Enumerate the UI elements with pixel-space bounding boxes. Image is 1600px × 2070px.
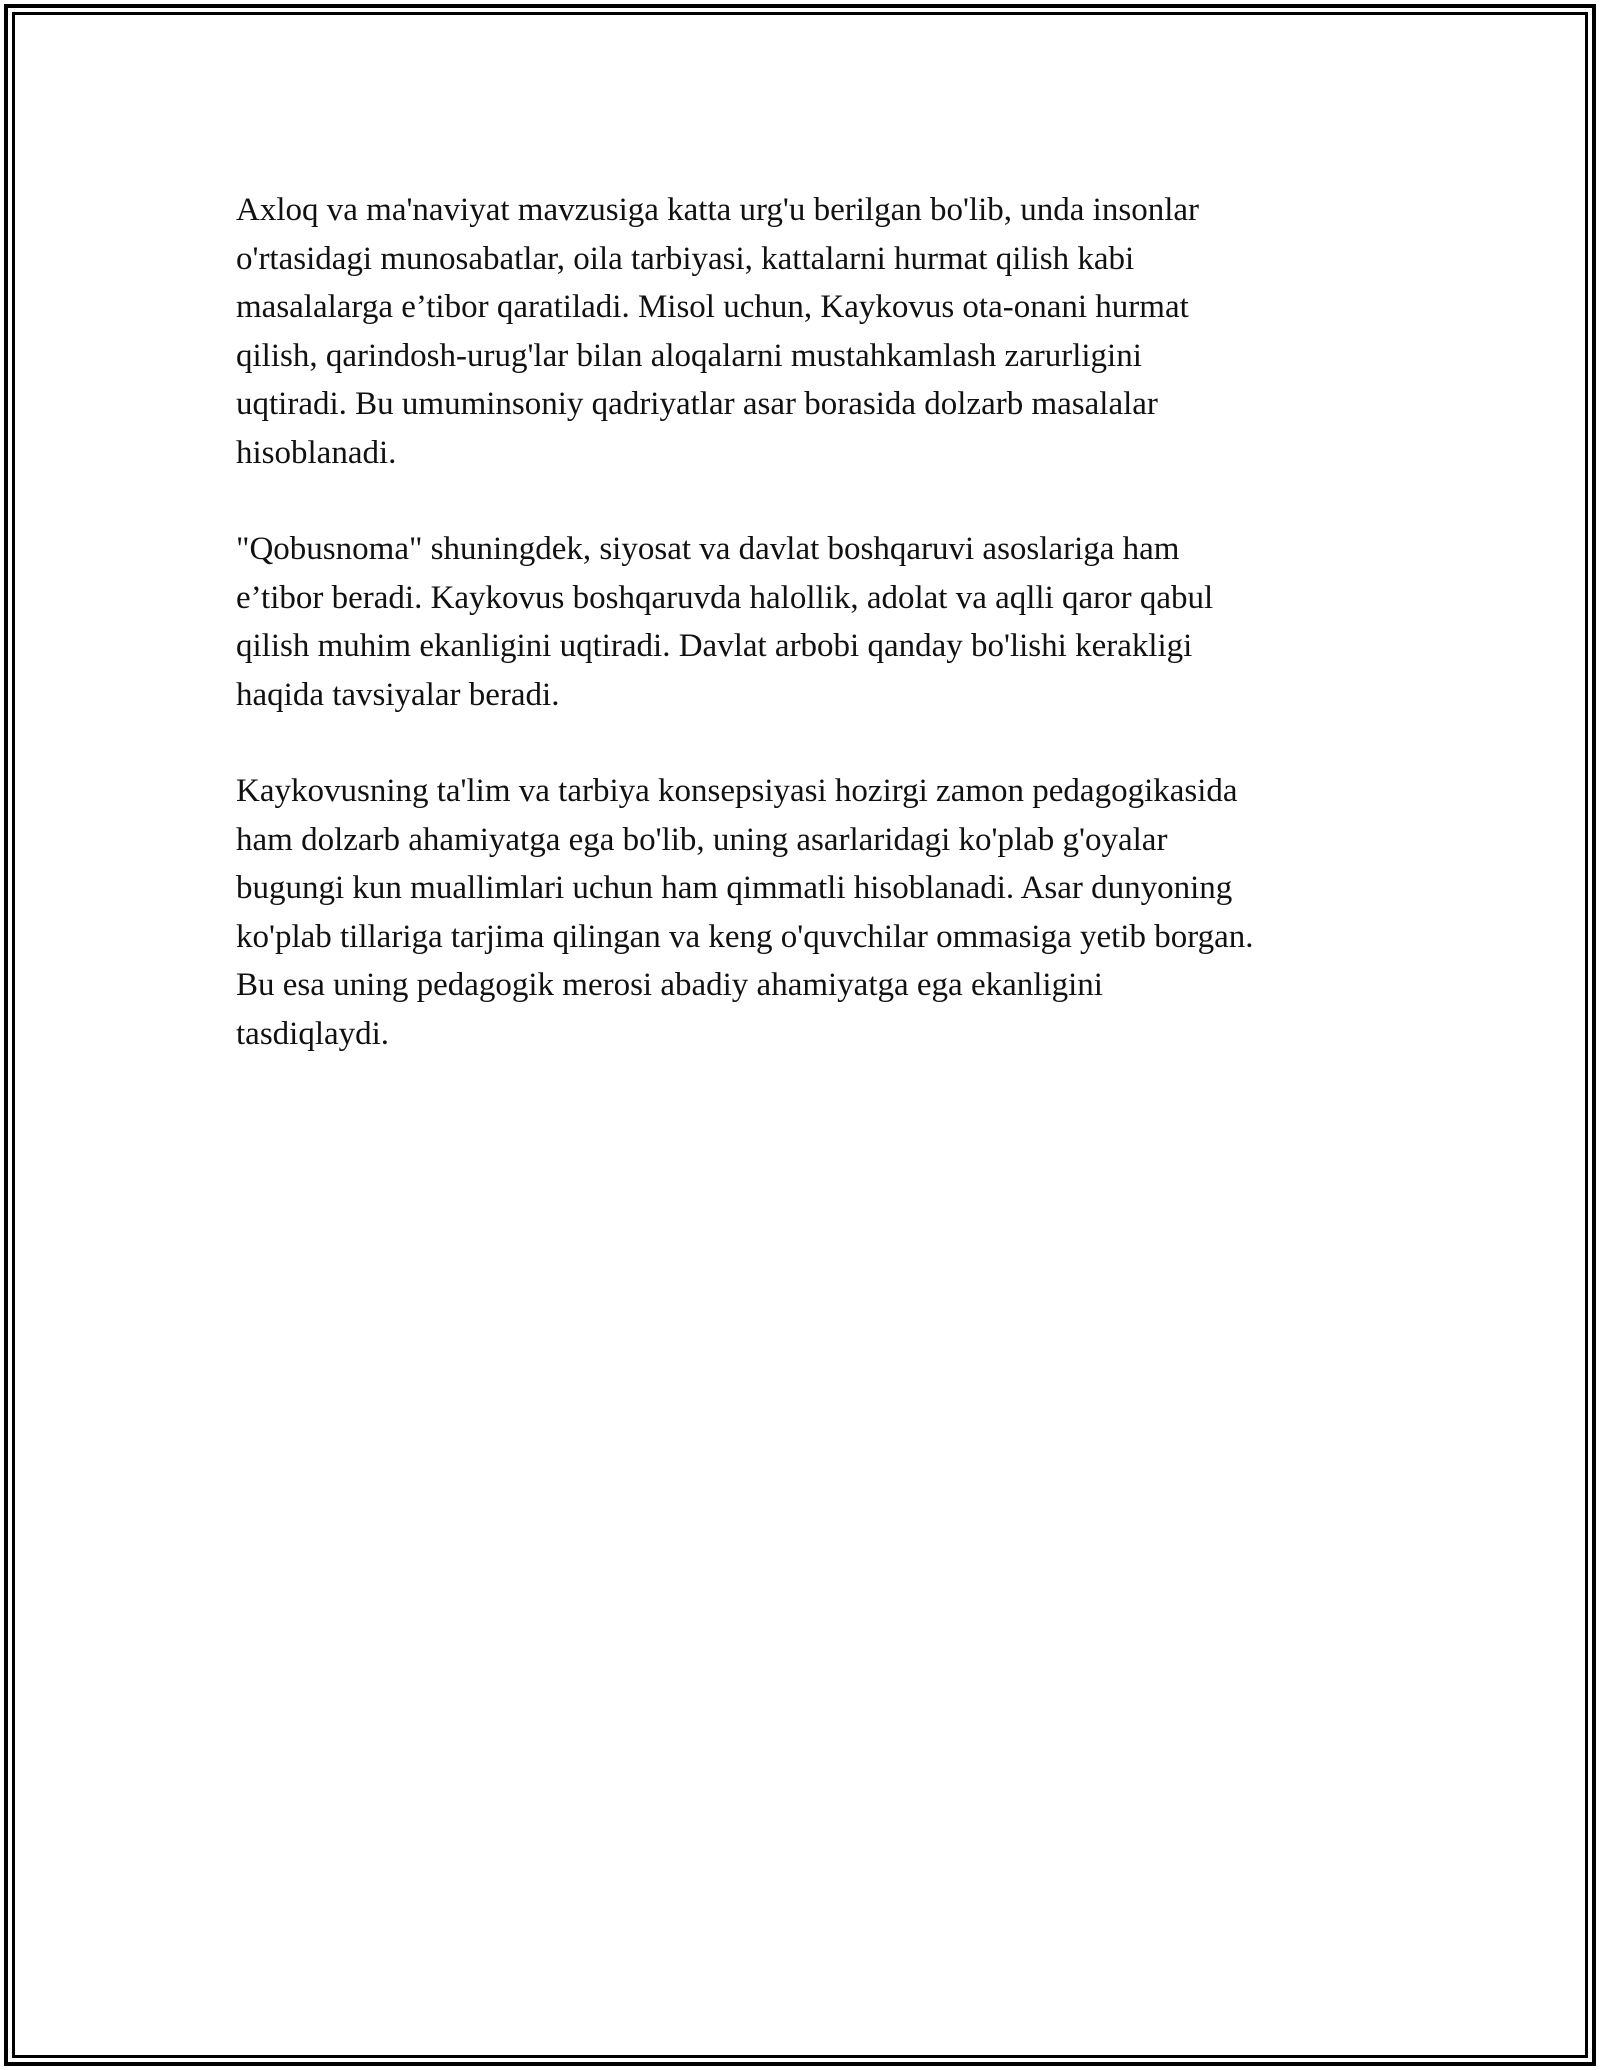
paragraph-ethics: Axloq va ma'naviyat mavzusiga katta urg'u berilgan bo'lib, unda insonlar o'rtasidagi munosabatlar, oila tarbiyasi, kattalarni hurmat qilish kabi masalalarga e’tibor qaratiladi. Misol uchun, Kaykovus ota-onani hurmat qilish, qarindosh-urug'lar bilan aloqalarni mustahkamlash zarurligini uqtiradi. Bu umuminsoniy qadriyatlar asar borasida dolzarb masalalar hisoblanadi. [236, 192, 1199, 471]
document-body [236, 186, 1396, 1106]
paragraph-governance: "Qobusnoma" shuningdek, siyosat va davlat boshqaruvi asoslariga ham e’tibor beradi. Kaykovus boshqaruvda halollik, adolat va aqlli qaror qabul qilish muhim ekanligini uqtiradi. Davlat arbobi qanday bo'lishi kerakligi haqida tavsiyalar beradi. [236, 531, 1214, 713]
paragraph-education: Kaykovusning ta'lim va tarbiya konsepsiyasi hozirgi zamon pedagogikasida ham dolzarb ahamiyatga ega bo'lib, uning asarlaridagi ko'plab g'oyalar bugungi kun muallimlari uchun ham qimmatli hisoblanadi. Asar dunyoning ko'plab tillariga tarjima qilingan va keng o'quvchilar ommasiga yetib borgan. Bu esa uning pedagogik merosi abadiy ahamiyatga ega ekanligini tasdiqlaydi. [236, 773, 1254, 1052]
